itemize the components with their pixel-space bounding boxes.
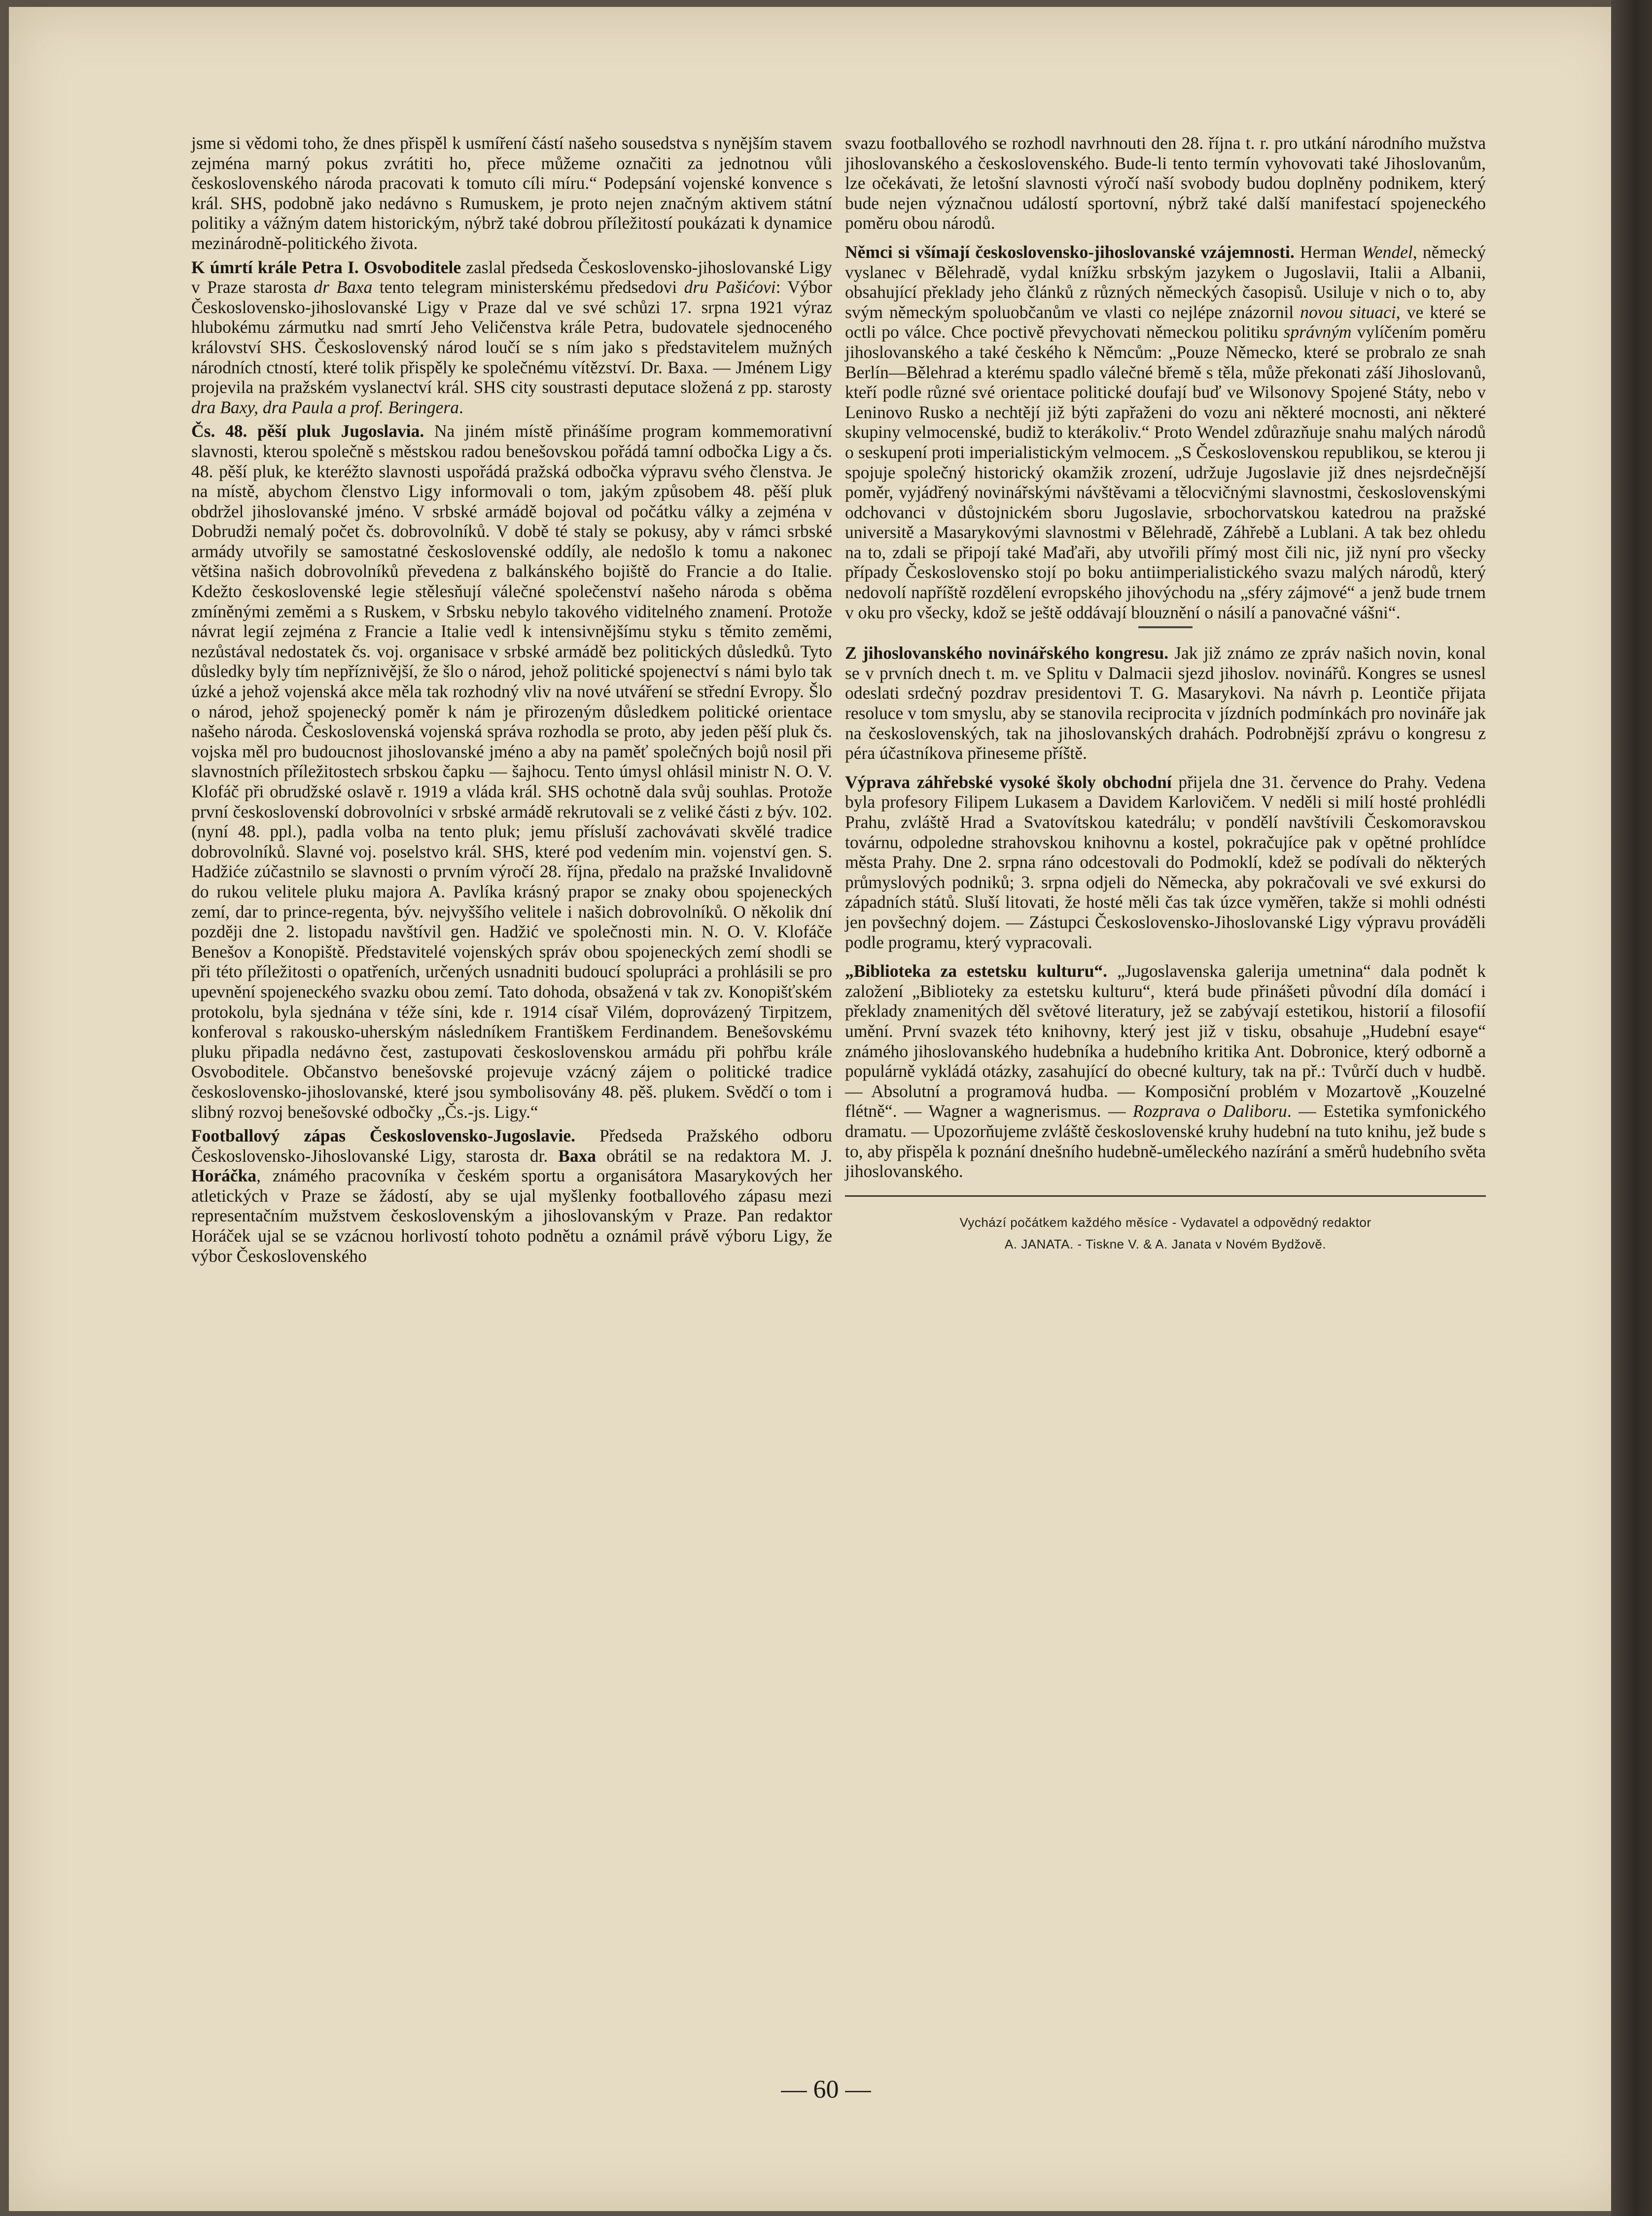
article-heading: „Biblioteka za estetsku kulturu“.	[845, 961, 1108, 981]
right-paragraph-continuation: svazu footballového se rozhodl navrhnouti den 28. října t. r. pro utkání národního mužstva jihoslovanského a československého. Bude-li tento termín vyhovovati také Jihoslovanům, lze očekávati, že letošní slavnosti výročí naší svobody budou doplněny podnikem, který bude nejen význačnou událostí sportovní, nýbrž také další manifestací spojeneckého poměru obou národů.	[845, 133, 1486, 233]
article-heading: Čs. 48. pěší pluk Jugoslavia.	[191, 421, 424, 441]
colophon	[845, 1212, 1486, 1255]
page-number: — 60 —	[781, 2075, 871, 2104]
article-heading: Němci si všímají československo-jihoslovanské vzájemnosti.	[845, 242, 1295, 262]
book-edge	[1611, 0, 1652, 2216]
left-article-king-petr: K úmrtí krále Petra I. Osvoboditele zaslal předseda Československo-jihoslovanské Ligy v Praze starosta dr Baxa tento telegram ministerskému předsedovi dru Pašićovi: Výbor Československo-jihoslovanské Ligy v Praze dal ve své schůzi 17. srpna 1921 výraz hlubokému zármutku nad smrtí Jeho Veličenstva krále Petra, budovatele sjednoceného království SHS. Československý národ loučí se s ním jako s představitelem mužných národních ctností, které tolik přispěly ke společnému vítězství. Dr. Baxa. — Jménem Ligy projevila na pražském vyslanectví král. SHS city soustrasti deputace složená z pp. starosty dra Baxy, dra Paula a prof. Beringera.	[191, 257, 832, 417]
colophon-rule	[845, 1195, 1486, 1197]
right-article-biblioteka: „Biblioteka za estetsku kulturu“. „Jugoslavenska galerija umetnina“ dala podnět k založení „Biblioteky za estetsku kulturu“, která bude přinášeti původní díla domácí i překlady znamenitých děl světové literatury, jež se zabývají estetikou, historií a filosofií umění. První svazek této knihovny, který jest již v tisku, obsahuje „Hudební esaye“ známého jihoslovanského hudebníka a hudebního kritika Ant. Dobronice, který odborně a populárně vykládá otázky, zasahující do obecné kultury, tak na př.: Tvůrčí duch v hudbě. — Absolutní a programová hudba. — Komposiční problém v Mozartově „Kouzelné flétně“. — Wagner a wagnerismus. — Rozprava o Daliboru. — Estetika symfonického dramatu. — Upozorňujeme zvláště československé kruhy hudební na tuto knihu, jež bude s to, aby přispěla k poznání dnešního hudebně-uměleckého nazírání a směrů hudebního světa jihoslovanského.	[845, 961, 1486, 1181]
colophon-line-1: Vychází počátkem každého měsíce - Vydavatel a odpovědný redaktor	[959, 1215, 1371, 1230]
right-article-congress: Z jihoslovanského novinářského kongresu. Jak již známo ze zpráv našich novin, konal se v prvních dnech t. m. ve Splitu v Dalmacii sjezd jihoslov. novinářů. Kongres se usnesl odeslati srdečný pozdrav presidentovi T. G. Masarykovi. Na návrh p. Leontiče přijata resoluce v tom smyslu, aby se stanovila reciprocita v jízdních podmínkách pro novináře jak na československých, tak na jihoslovanských drahách. Podrobnější zprávu o kongresu z péra účastníkova přineseme příště.	[845, 643, 1486, 763]
left-article-football: Footballový zápas Československo-Jugoslavie. Předseda Pražského odboru Československo-Jihoslovanské Ligy, starosta dr. Baxa obrátil se na redaktora M. J. Horáčka, známého pracovníka v českém sportu a organisátora Masarykových her atletických v Praze se žádostí, aby se ujal myšlenky footballového zápasu mezi representačním mužstvem československým a jihoslovanským v Praze. Pan redaktor Horáček ujal se se vzácnou horlivostí tohoto podnětu a oznámil právě výboru Ligy, že výbor Československého	[191, 1126, 832, 1266]
right-column	[845, 133, 1486, 1255]
right-article-germans: Němci si všímají československo-jihoslovanské vzájemnosti. Herman Wendel, německý vyslanec v Bělehradě, vydal knížku srbským jazykem o Jugoslavii, Italii a Albanii, obsahující překlady jeho článků z různých německých časopisů. Usiluje v nich o to, aby svým německým spoluobčanům ve vlasti co nejlépe znázornil novou situaci, ve které se octli po válce. Chce poctivě převychovati německou politiku správným vylíčením poměru jihoslovanského a také českého k Němcům: „Pouze Německo, které se probralo ze snah Berlín—Bělehrad a kterému spadlo válečné břemě s těla, může překonati záší Jihoslovanů, kteří podle různé své orientace politické doufají buď ve Wilsonovy Spojené Státy, nebo v Leninovo Rusko a nechtějí již býti zapřaženi do vozu ani některé mocnosti, ani některé skupiny velmocenské, budiž to kterákoliv.“ Proto Wendel zdůrazňuje snahu malých národů o seskupení proti imperialistickým velmocem. „S Československou republikou, se kterou ji spojuje společný historický okamžik zrození, udržuje Jugoslavie již dnes nejsrdečnější poměr, vyjádřený novinářskými návštěvami a tělocvičnými slavnostmi, československými odchovanci v důstojnickém sboru Jugoslavie, srbochorvatskou katedrou na pražské universitě a Masarykovými slavnostmi v Bělehradě, Záhřebě a Lublani. A tak bez ohledu na to, zdali se připojí také Maďaři, aby utvořili přímý most čili nic, již nyní pro všecky případy Československo stojí po boku antiimperialistického svazu malých národů, který nedovolí napříště rozdělení evropského jihovýchodu na „sféry zájmové“ a jenž bude trnem v oku pro všecky, kdož se ještě oddávají blouznění o násilí a panovačné vášni“.	[845, 242, 1486, 622]
left-paragraph-intro: jsme si vědomi toho, že dnes přispěl k usmíření částí našeho sousedstva s nynějším stavem zejména marný pokus zvrátiti ho, přece můžeme označiti za jednotnou vůli československého národa pracovati k tomuto cíli míru.“ Podepsání vojenské konvence s král. SHS, podobně jako nedávno s Rumuskem, je proto nejen značným aktivem státní politiky a vážným datem historickým, nýbrž také dobrou příležitostí poukázati k dynamice mezinárodně-politického života.	[191, 133, 832, 253]
article-heading: Výprava záhřebské vysoké školy obchodní	[845, 772, 1172, 792]
section-divider	[1138, 626, 1193, 628]
article-heading: Footballový zápas Československo-Jugoslavie.	[191, 1126, 576, 1146]
colophon-line-2: A. JANATA. - Tiskne V. & A. Janata v Novém Bydžově.	[1004, 1236, 1327, 1251]
article-heading: Z jihoslovanského novinářského kongresu.	[845, 643, 1169, 663]
left-column	[191, 133, 832, 1270]
left-article-regiment: Čs. 48. pěší pluk Jugoslavia. Na jiném místě přinášíme program kommemorativní slavnosti, kterou společně s městskou radou benešovskou pořádá tamní odbočka Ligy a čs. 48. pěší pluk, ke kteréžto slavnosti uspořádá pražská odbočka výpravu svého členstva. Je na místě, abychom členstvo Ligy informovali o tom, jakým způsobem 48. pěší pluk obdržel jihoslovanské jméno. V srbské armádě bojoval od počátku války a zejména v Dobrudži nemalý počet čs. dobrovolníků. V době té staly se pokusy, aby v rámci srbské armády utvořily se samostatné československé oddíly, ale nedošlo k tomu a nakonec většina našich dobrovolníků převedena z balkánského bojiště do Francie a do Italie. Kdežto československé legie stělesňují válečné společenství našeho národa s oběma zmíněnými zeměmi a s Ruskem, v Srbsku nebylo takového viditelného znamení. Protože návrat legií zejména z Francie a Italie vedl k intensivnějšímu styku s těmito zeměmi, nezůstával nedostatek čs. voj. organisace v srbské armádě bez politických důsledků. Tyto důsledky byly tím nepříznivější, že šlo o národ, jehož politické spojenectví s námi bylo tak úzké a jehož vojenská akce měla tak rozhodný vliv na nové utváření se střední Evropy. Šlo o národ, jehož spojenecký poměr k nám je přirozeným důsledkem politické orientace našeho národa. Československá vojenská správa rozhodla se proto, aby jeden pěší pluk čs. vojska měl pro budoucnost jihoslovanské jméno a aby na paměť společných bojů nosil při slavnostních příležitostech srbskou čapku — šajhocu. Tento úmysl ohlásil ministr N. O. V. Klofáč při obrudžské oslavě r. 1919 a vláda král. SHS ochotně dala svůj souhlas. Protože první československí dobrovolníci v srbské armádě rekrutovali se z veliké části z býv. 102. (nyní 48. ppl.), padla volba na tento pluk; jemu přísluší zachovávati skvělé tradice dobrovolníků. Slavné voj. poselstvo král. SHS, které pod vedením min. vojenství gen. S. Hadžiće zúčastnilo se slavnosti o prvním výročí 28. října, předalo na pražské Invalidovně do rukou velitele pluku majora A. Pavlíka krásný prapor se znaky obou spojeneckých zemí, dar to princе-regenta, býv. nejvyššího velitele i našich dobrovolníků. O několik dní později dne 2. listopadu navštívil gen. Hadžić ve společnosti min. N. O. V. Klofáče Benešov a Konopiště. Představitelé vojenských správ obou spojeneckých zemí shodli se při této příležitosti o opatřeních, určených usnadniti budoucí spolupráci a prohlásili se pro upevnění spojeneckého svazku obou zemí. Tato dohoda, obsažená v tak zv. Konopišťském protokolu, byla sjednána v téže síni, kde r. 1914 císař Vilém, doprovázený Tirpitzem, konferoval s rakousko-uherským následníkem Františkem Ferdinandem. Benešovskému pluku připadla nedávno čest, zastupovati československou armádu při pohřbu krále Osvoboditele. Občanstvo benešovské projevuje vzácný zájem o politické tradice československo-jihoslovanské, které jsou symbolisovány 48. pěš. plukem. Svědčí o tom i slibný rozvoj benešovské odbočky „Čs.-js. Ligy.“	[191, 421, 832, 1122]
right-article-expedition: Výprava záhřebské vysoké školy obchodní přijela dne 31. července do Prahy. Vedena byla profesory Filipem Lukasem a Davidem Karlovičem. V neděli si milí hosté prohlédli Prahu, zvláště Hrad a Svatovítskou katedrálu; v pondělí navštívili Českomoravskou továrnu, odpoledne strahovskou knihovnu a kostel, pokračujíce pak v opětné prohlídce města Prahy. Dne 2. srpna ráno odcestovali do Podmoklí, kdež se podívali do některých průmyslových podniků; 3. srpna odjeli do Německa, aby pokračovali ve své exkursi do západních států. Sluší litovati, že hosté měli čas tak úzce vyměřen, takže si mohli odnésti jen povšechný dojem. — Zástupci Československo-Jihoslovanské Ligy výpravu prováděli podle programu, který vypracovali.	[845, 772, 1486, 952]
article-heading: K úmrtí krále Petra I. Osvoboditele	[191, 257, 461, 277]
